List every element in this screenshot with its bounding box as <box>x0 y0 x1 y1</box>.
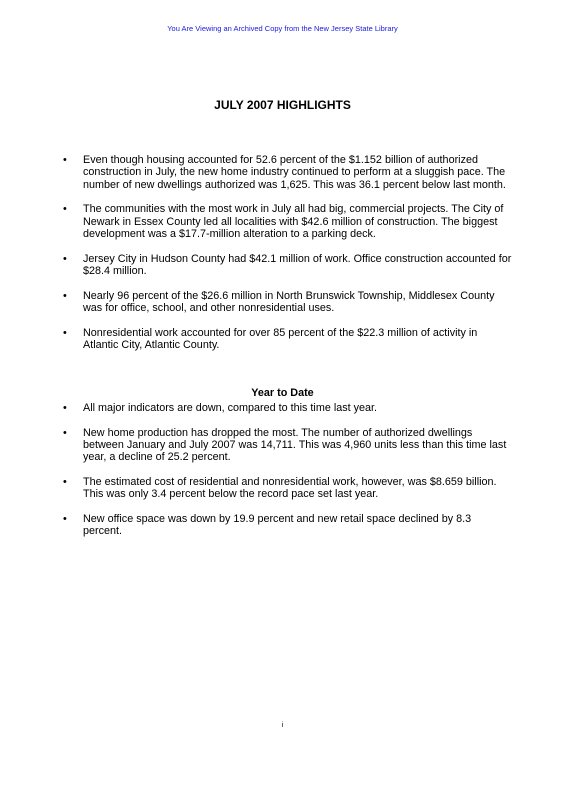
bullet-icon: • <box>63 475 67 488</box>
list-item-text: New office space was down by 19.9 percent and new retail space declined by 8.3 percent. <box>83 512 472 538</box>
list-item <box>62 476 512 501</box>
list-item <box>62 290 512 315</box>
bullet-icon: • <box>63 326 67 339</box>
list-item-text: The communities with the most work in July all had big, commercial projects. The City of Newark in Essex County led all localities with $42.6 million of construction. The biggest development was a $17.7-million alteration to a parking deck. <box>83 203 504 240</box>
list-item <box>62 203 512 240</box>
year-to-date-list <box>62 402 512 550</box>
list-item-text: Jersey City in Hudson County had $42.1 million of work. Office construction accounted for $28.4 million. <box>83 252 512 277</box>
bullet-icon: • <box>63 203 67 216</box>
bullet-icon: • <box>63 154 67 166</box>
list-item-text: Even though housing accounted for 52.6 percent of the $1.152 billion of authorized construction in July, the new home industry continued to perform at a sluggish pace. The number of new dwellings authorized was 1,625. This was 36.1 percent below last month. <box>83 154 506 191</box>
list-item <box>62 427 512 464</box>
list-item <box>62 513 512 538</box>
list-item <box>62 154 512 191</box>
year-to-date-heading: Year to Date <box>251 387 314 399</box>
bullet-icon: • <box>63 512 67 525</box>
bullet-icon: • <box>63 252 67 265</box>
list-item-text: All major indicators are down, compared to this time last year. <box>83 402 378 414</box>
bullet-icon: • <box>63 426 67 439</box>
list-item-text: Nearly 96 percent of the $26.6 million in North Brunswick Township, Middlesex County was for office, school, and other nonresidential uses. <box>83 289 495 314</box>
list-item-text: New home production has dropped the most. The number of authorized dwellings between January and July 2007 was 14,711. This was 4,960 units less than this time last year, a decline of 25.2 percent. <box>83 426 507 464</box>
list-item <box>62 253 512 278</box>
list-item <box>62 402 512 414</box>
list-item-text: The estimated cost of residential and nonresidential work, however, was $8.659 billion. This was only 3.4 percent below the record pace set last year. <box>83 475 497 501</box>
bullet-icon: • <box>63 402 67 414</box>
page-title: JULY 2007 HIGHLIGHTS <box>214 98 351 112</box>
page-number: i <box>281 722 284 729</box>
list-item-text: Nonresidential work accounted for over 85 percent of the $22.3 million of activity in Atlantic City, Atlantic County. <box>83 326 478 351</box>
list-item <box>62 327 512 352</box>
archive-banner: You Are Viewing an Archived Copy from the New Jersey State Library <box>167 24 398 33</box>
highlights-list <box>62 154 512 364</box>
bullet-icon: • <box>63 289 67 302</box>
